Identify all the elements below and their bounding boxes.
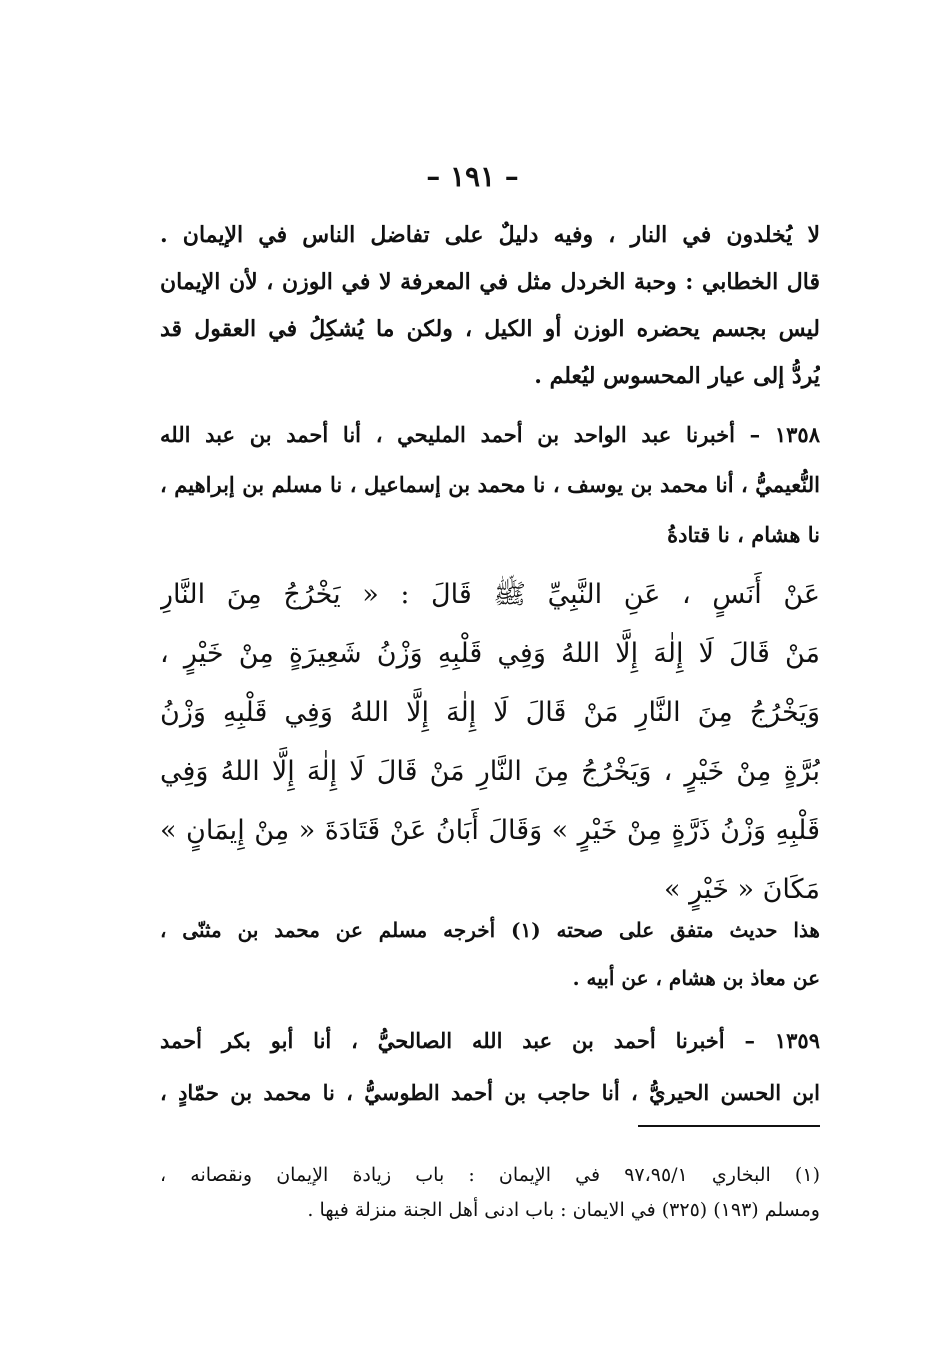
text-line: نا هشام ، نا قتادةُ <box>667 522 820 547</box>
text-line: هذا حديث متفق على صحته (١) أخرجه مسلم عن محمد بن مثنّى ، <box>160 918 820 942</box>
hadith-line: قَلْبِهِ وَزْنُ ذَرَّةٍ مِنْ خَيْرٍ » وَقَالَ أَبَانُ عَنْ قَتَادَةَ « مِنْ إِيمَانٍ » <box>160 815 820 846</box>
text-line: النُّعيميُّ ، أنا محمد بن يوسف ، نا محمد بن إسماعيل ، نا مسلم بن إبراهيم ، <box>160 472 820 497</box>
isnad-paragraph-1359 <box>160 1015 820 1119</box>
takhrij-paragraph <box>160 906 820 1002</box>
text-line: ١٣٥٨ – أخبرنا عبد الواحد بن أحمد المليحي ، أنا أحمد بن عبد الله <box>160 422 820 447</box>
text-line: ابن الحسن الحيريُّ ، أنا حاجب بن أحمد الطوسيُّ ، نا محمد بن حمّادٍ ، <box>160 1080 820 1105</box>
hadith-line: عَنْ أَنَسٍ ، عَنِ النَّبِيِّ ﷺ قَالَ : « يَخْرُجُ مِنَ النَّارِ <box>160 579 820 610</box>
text-line: قال الخطابي : وحبة الخردل مثل في المعرفة لا في الوزن ، لأن الإيمان <box>160 269 820 295</box>
isnad-paragraph-1358 <box>160 410 820 560</box>
footnote-separator <box>638 1125 820 1127</box>
commentary-paragraph <box>160 212 820 400</box>
hadith-line: وَيَخْرُجُ مِنَ النَّارِ مَنْ قَالَ لَا إِلٰهَ إِلَّا اللهُ وَفِي قَلْبِهِ وَزْنُ <box>160 697 820 728</box>
hadith-line: مَكَانَ « خَيْرٍ » <box>664 874 820 905</box>
page-number: – ١٩١ – <box>426 160 519 193</box>
hadith-line: بُرَّةٍ مِنْ خَيْرٍ ، وَيَخْرُجُ مِنَ النَّارِ مَنْ قَالَ لَا إِلٰهَ إِلَّا اللهُ وَفِي <box>160 756 820 787</box>
text-line: ١٣٥٩ – أخبرنا أحمد بن عبد الله الصالحيُّ ، أنا أبو بكر أحمد <box>160 1028 820 1053</box>
footnote-line: (١) البخاري ٩٧،٩٥/١ في الإيمان : باب زيادة الإيمان ونقصانه ، <box>160 1164 820 1186</box>
text-line: عن معاذ بن هشام ، عن أبيه . <box>572 966 820 990</box>
text-line: ليس بجسم يحضره الوزن أو الكيل ، ولكن ما يُشكِلُ في العقول قد <box>160 316 820 342</box>
hadith-text <box>160 565 820 919</box>
text-line: يُردُّ إلى عيار المحسوس ليُعلم . <box>534 363 820 389</box>
footnote <box>160 1158 820 1228</box>
text-line: لا يُخلدون في النار ، وفيه دليلٌ على تفاضل الناس في الإيمان . <box>160 222 820 248</box>
footnote-line: ومسلم (١٩٣) (٣٢٥) في الايمان : باب ادنى أهل الجنة منزلة فيها . <box>307 1199 820 1221</box>
hadith-line: مَنْ قَالَ لَا إِلٰهَ إِلَّا اللهُ وَفِي قَلْبِهِ وَزْنُ شَعِيرَةٍ مِنْ خَيْرٍ ، <box>160 638 820 669</box>
